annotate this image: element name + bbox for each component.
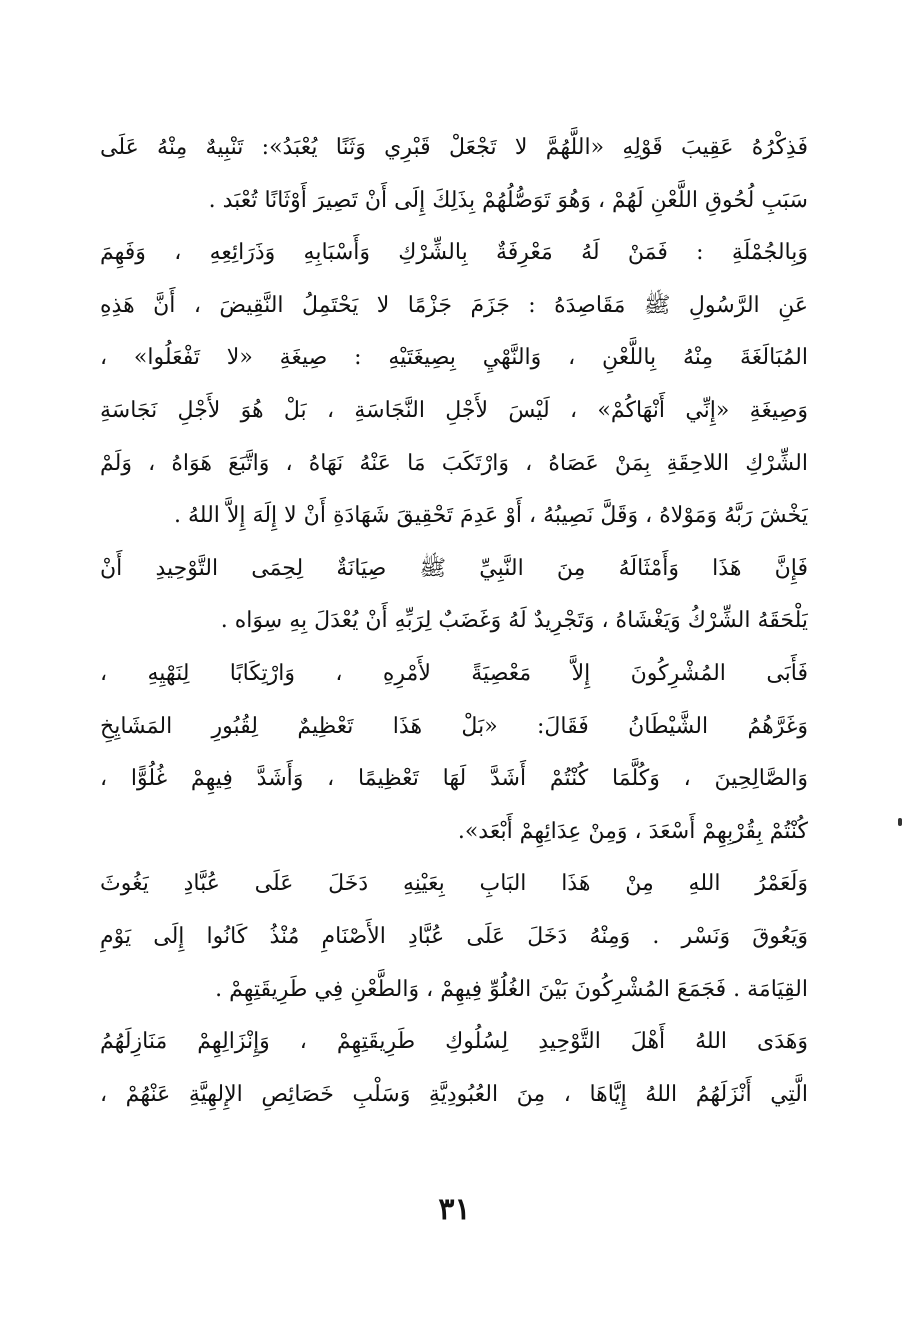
text-line: كُنْتُمْ بِقُرْبِهِمْ أَسْعَدَ ، وَمِنْ عِدَائِهِمْ أَبْعَد». <box>457 818 808 844</box>
text-line: وَلَعَمْرُ اللهِ مِنْ هَذَا البَابِ بِعَيْنِهِ دَخَلَ عَلَى عُبَّادِ يَغُوثَ <box>100 871 808 897</box>
text-line: يَلْحَقَهُ الشِّرْكُ وَيَغْشَاهُ ، وَتَجْرِيدٌ لَهُ وَغَضَبٌ لِرَبِّهِ أَنْ يُعْدَلَ بِهِ سِوَاه . <box>220 608 808 634</box>
text-line: وَيَعُوقَ وَنَسْر . وَمِنْهُ دَخَلَ عَلَى عُبَّادِ الأَصْنَامِ مُنْذُ كَانُوا إِلَى يَوْمِ <box>100 923 808 949</box>
paragraph-2 <box>100 227 808 543</box>
body-text <box>100 122 808 1121</box>
text-line: فَإِنَّ هَذَا وَأَمْثَالَهُ مِنَ النَّبِيِّ ﷺ صِيَانَةٌ لِحِمَى التَّوْحِيدِ أَنْ <box>100 555 808 581</box>
paragraph-1 <box>100 122 808 227</box>
margin-speck <box>898 818 902 826</box>
text-line: وَبِالجُمْلَةِ : فَمَنْ لَهُ مَعْرِفَةٌ بِالشِّرْكِ وَأَسْبَابِهِ وَذَرَائِعِهِ ، وَفَهِمَ <box>100 240 808 266</box>
text-line: الَّتِي أَنْزَلَهُمُ اللهُ إِيَّاهَا ، مِنَ العُبُودِيَّةِ وَسَلْبِ خَصَائِصِ الإِلهِيَّةِ عَنْهُمْ ، <box>100 1081 808 1107</box>
page-number: ٣١ <box>438 1192 471 1227</box>
text-line: وَالصَّالِحِينَ ، وَكُلَّمَا كُنْتُمْ أَشَدَّ لَهَا تَعْظِيمًا ، وَأَشَدَّ فِيهِمْ غُلُوًّا ، <box>100 766 808 792</box>
paragraph-4 <box>100 648 808 858</box>
text-line: عَنِ الرَّسُولِ ﷺ مَقَاصِدَهُ : جَزَمَ جَزْمًا لا يَحْتَمِلُ النَّقِيضَ ، أَنَّ هَذِهِ <box>100 292 808 318</box>
text-line: القِيَامَة . فَجَمَعَ المُشْرِكُونَ بَيْنَ الغُلُوِّ فِيهِمْ ، وَالطَّعْنِ فِي طَرِيقَتِهِمْ . <box>215 976 808 1002</box>
text-line: فَأَبَى المُشْرِكُونَ إِلاَّ مَعْصِيَةً لأَمْرِهِ ، وَارْتِكَابًا لِنَهْيِهِ ، <box>100 660 808 686</box>
text-line: وَصِيغَةِ «إِنِّي أَنْهَاكُمْ» ، لَيْسَ لأَجْلِ النَّجَاسَةِ ، بَلْ هُوَ لأَجْلِ نَجَاسَةِ <box>100 397 808 423</box>
paragraph-5 <box>100 858 808 1016</box>
text-line: يَخْشَ رَبَّهُ وَمَوْلاهُ ، وَقَلَّ نَصِيبُهُ ، أَوْ عَدِمَ تَحْقِيقَ شَهَادَةِ أَنْ لا إِلَهَ إِلاَّ اللهُ . <box>174 503 808 529</box>
text-line: المُبَالَغَةَ مِنْهُ بِاللَّعْنِ ، وَالنَّهْيِ بِصِيغَتَيْهِ : صِيغَةِ «لا تَفْعَلُوا» ، <box>100 345 808 371</box>
text-line: وَغَرَّهُمُ الشَّيْطَانُ فَقَالَ: «بَلْ هَذَا تَعْظِيمٌ لِقُبُورِ المَشَايِخِ <box>100 713 808 739</box>
text-line: الشِّرْكِ اللاحِقَةِ بِمَنْ عَصَاهُ ، وَارْتَكَبَ مَا عَنْهُ نَهَاهُ ، وَاتَّبَعَ هَوَاهُ ، وَلَمْ <box>100 450 808 476</box>
text-line: وَهَدَى اللهُ أَهْلَ التَّوْحِيدِ لِسُلُوكِ طَرِيقَتِهِمْ ، وَإِنْزَالِهِمْ مَنَازِلَهُمُ <box>100 1029 808 1055</box>
paragraph-6 <box>100 1016 808 1121</box>
text-line: سَبَبِ لُحُوقِ اللَّعْنِ لَهُمْ ، وَهُوَ تَوَصُّلُهُمْ بِذَلِكَ إِلَى أَنْ تَصِيرَ أَوْثَانًا تُعْبَد . <box>208 187 808 213</box>
paragraph-3 <box>100 543 808 648</box>
text-line: فَذِكْرُهُ عَقِيبَ قَوْلِهِ «اللَّهُمَّ لا تَجْعَلْ قَبْرِي وَثَنًا يُعْبَدُ»: تَنْبِيهٌ مِنْهُ عَلَى <box>100 135 808 160</box>
